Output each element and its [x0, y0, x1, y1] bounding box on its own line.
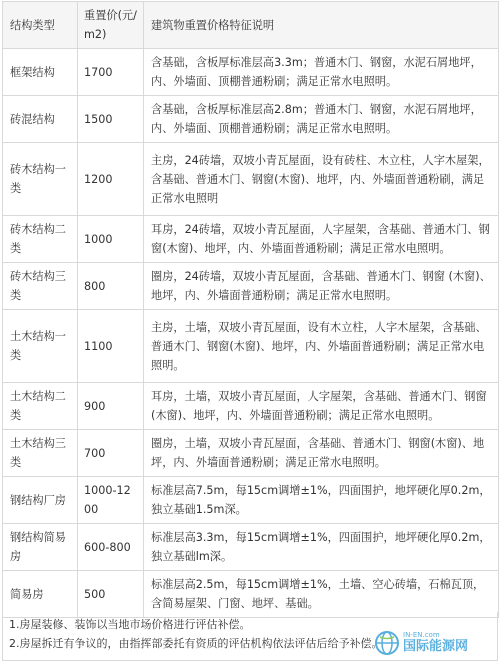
description-cell: 主房，24砖墙，双坡小青瓦屋面，设有砖柱、木立柱，人字木屋架，含基础、普通木门、钢窗(木窗)、地坪，内、外墙面普通粉刷，满足正常水电照明: [144, 143, 499, 216]
description-cell: 圈房，土墙，双坡小青瓦屋面，含基础、普通木门、钢窗(木窗)、地坪，内、外墙面普通粉刷；满足正常水电照明。: [144, 430, 499, 477]
price-table: [2, 1, 499, 618]
watermark-logo: [374, 628, 492, 658]
description-cell: 耳房，土墙，双坡小青瓦屋面，人字屋架，含基础、普通木门、钢窗(木窗)、地坪，内、外墙面普通粉刷；满足正常水电照明。: [144, 383, 499, 430]
price-cell: 900: [78, 383, 144, 430]
structure-type-cell: 土木结构三类: [3, 430, 78, 477]
structure-type-cell: 砖混结构: [3, 96, 78, 143]
table-row: [3, 571, 499, 618]
note-item: 1.房屋装修、装饰以当地市场价格进行评估补偿。: [9, 618, 251, 631]
description-cell: 标准层高2.5m，每15cm调增±1%，土墙、空心砖墙，石棉瓦顶，含简易屋架、门窗、地坪、基础。: [144, 571, 499, 618]
header-structure-type: 结构类型: [3, 2, 78, 49]
structure-type-cell: 简易房: [3, 571, 78, 618]
price-cell: 600-800: [78, 524, 144, 571]
table-row: [3, 383, 499, 430]
table-row: [3, 310, 499, 383]
price-cell: 800: [78, 263, 144, 310]
table-row: [3, 477, 499, 524]
description-cell: 圈房，24砖墙，双坡小青瓦屋面，含基础、普通木门、钢窗 (木窗)、地坪，内、外墙面普通粉刷；满足正常水电照明。: [144, 263, 499, 310]
table-row: [3, 96, 499, 143]
header-description: 建筑物重置价格特征说明: [144, 2, 499, 49]
globe-icon: [374, 630, 400, 656]
table-header-row: [3, 2, 499, 49]
price-cell: 1200: [78, 143, 144, 216]
table-row: [3, 430, 499, 477]
structure-type-cell: 砖木结构二类: [3, 216, 78, 263]
price-cell: 1700: [78, 49, 144, 96]
description-cell: 标准层高7.5m，每15cm调增±1%，四面围护，地坪硬化厚0.2m，独立基础1.5m深。: [144, 477, 499, 524]
structure-type-cell: 土木结构二类: [3, 383, 78, 430]
price-cell: 1000-1200: [78, 477, 144, 524]
price-cell: 500: [78, 571, 144, 618]
header-price: 重置价(元/m2): [78, 2, 144, 49]
structure-type-cell: 土木结构一类: [3, 310, 78, 383]
description-cell: 含基础，含板厚标准层高2.8m；普通木门、钢窗，水泥石屑地坪，内、外墙面、顶棚普通粉刷；满足正常水电照明。: [144, 96, 499, 143]
table-row: [3, 143, 499, 216]
table-row: [3, 524, 499, 571]
structure-type-cell: 砖木结构三类: [3, 263, 78, 310]
table-row: [3, 263, 499, 310]
watermark-name: 国际能源网: [403, 639, 469, 654]
watermark-url: IN-EN.com: [403, 631, 440, 639]
description-cell: 标准层高3.3m，每15cm调增±1%，四面围护，地坪硬化厚0.2m，独立基础lm深。: [144, 524, 499, 571]
description-cell: 含基础，含板厚标准层高3.3m；普通木门、钢窗，水泥石屑地坪，内、外墙面、顶棚普通粉刷；满足正常水电照明。: [144, 49, 499, 96]
note-item: 2.房屋拆迁有争议的，由指挥部委托有资质的评估机构依法评估后给予补偿。: [9, 637, 383, 650]
price-cell: 1100: [78, 310, 144, 383]
table-row: [3, 49, 499, 96]
structure-type-cell: 砖木结构一类: [3, 143, 78, 216]
description-cell: 主房，土墙，双坡小青瓦屋面，设有木立柱，人字木屋架，含基础、普通木门、钢窗(木窗)、地坪，内、外墙面普通粉刷；满足正常水电照明。: [144, 310, 499, 383]
price-cell: 1500: [78, 96, 144, 143]
price-cell: 700: [78, 430, 144, 477]
table-row: [3, 216, 499, 263]
structure-type-cell: 框架结构: [3, 49, 78, 96]
price-cell: 1000: [78, 216, 144, 263]
structure-type-cell: 钢结构厂房: [3, 477, 78, 524]
structure-type-cell: 钢结构简易房: [3, 524, 78, 571]
description-cell: 耳房，24砖墙，双坡小青瓦屋面，人字屋架，含基础、普通木门、钢窗(木窗)、地坪，内、外墙面普通粉刷；满足正常水电照明。: [144, 216, 499, 263]
